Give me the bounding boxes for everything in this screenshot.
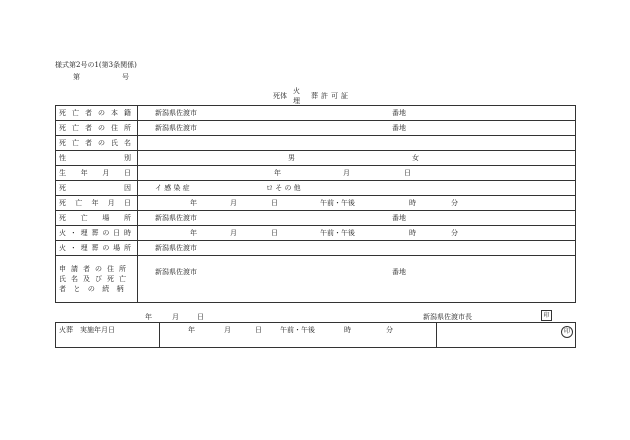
label-char: 死	[59, 214, 66, 222]
permit-table	[55, 105, 576, 303]
label-char: 名	[71, 275, 78, 283]
death-month: 月	[230, 199, 237, 207]
label-char: と	[73, 285, 81, 293]
cremation-row	[56, 323, 576, 348]
field-label	[59, 228, 131, 238]
label-char: 請	[71, 265, 78, 273]
field-label	[59, 284, 131, 294]
label-char: の	[98, 109, 105, 117]
burial-ampm: 午前・午後	[320, 229, 355, 237]
label-applicant	[56, 256, 138, 303]
value-birth[interactable]	[138, 166, 576, 181]
burial-hour: 時	[409, 229, 416, 237]
label-char: 所	[123, 244, 131, 252]
label-char: び	[95, 275, 102, 283]
issue-month: 月	[172, 313, 179, 321]
value-burial-datetime[interactable]	[138, 226, 576, 241]
cremation-ampm: 午前・午後	[280, 326, 315, 334]
issue-day: 日	[197, 313, 204, 321]
cause-infectious-option[interactable]: イ 感 染 症	[155, 184, 190, 192]
label-char: の	[95, 265, 102, 273]
field-label	[59, 198, 131, 208]
cremation-seal-cell[interactable]	[437, 323, 576, 348]
cremation-datetime-cell[interactable]	[160, 323, 437, 348]
title-cremation: 火	[293, 87, 300, 95]
label-char: 者	[85, 124, 92, 132]
value-honseki[interactable]	[138, 106, 576, 121]
value-applicant[interactable]	[138, 256, 576, 303]
sex-female-option[interactable]: 女	[412, 154, 419, 162]
label-char: 柄	[116, 285, 124, 293]
label-burial-datetime	[56, 226, 138, 241]
death-place-banchi: 番地	[392, 214, 406, 222]
label-char: 者	[59, 285, 66, 293]
field-label	[59, 264, 131, 274]
row-address	[56, 121, 576, 136]
cremation-label: 火葬 実施年月日	[59, 326, 115, 334]
row-burial-place	[56, 241, 576, 256]
label-char: 火	[59, 229, 66, 237]
death-ampm: 午前・午後	[320, 199, 355, 207]
burial-day: 日	[271, 229, 278, 237]
label-char: 生	[59, 169, 66, 177]
death-hour: 時	[409, 199, 416, 207]
cremation-seal-icon: 印	[561, 326, 573, 338]
label-char: の	[87, 285, 95, 293]
label-char: 因	[124, 184, 131, 192]
row-cause	[56, 181, 576, 196]
label-char: 埋	[80, 229, 88, 237]
label-char: 月	[102, 169, 110, 177]
issue-year: 年	[145, 313, 152, 321]
label-char: 年	[80, 169, 88, 177]
field-label	[59, 168, 131, 178]
label-char: 亡	[75, 199, 83, 207]
label-char: 名	[124, 139, 131, 147]
cremation-label-cell	[56, 323, 160, 348]
label-char: 性	[59, 154, 66, 162]
cremation-day: 日	[255, 326, 262, 334]
burial-month: 月	[230, 229, 237, 237]
label-char: 場	[102, 214, 110, 222]
address-city: 新潟県佐渡市	[155, 124, 197, 132]
burial-minute: 分	[451, 229, 458, 237]
certificate-number-line	[73, 72, 129, 82]
value-death-datetime[interactable]	[138, 196, 576, 211]
label-char: 氏	[111, 139, 118, 147]
label-char: 住	[111, 124, 118, 132]
applicant-label	[59, 264, 133, 294]
label-burial-place	[56, 241, 138, 256]
label-char: 申	[59, 265, 66, 273]
label-birth	[56, 166, 138, 181]
label-char: 者	[85, 109, 92, 117]
label-char: の	[98, 139, 105, 147]
mayor-seal-icon: 印	[541, 310, 552, 321]
label-char: 死	[59, 124, 66, 132]
applicant-banchi: 番地	[392, 268, 406, 276]
field-label	[59, 243, 131, 253]
death-day: 日	[271, 199, 278, 207]
label-death-datetime	[56, 196, 138, 211]
honseki-banchi: 番地	[392, 109, 406, 117]
label-char: 亡	[119, 275, 126, 283]
mayor-name: 新潟県佐渡市長	[423, 313, 472, 321]
label-char: 亡	[80, 214, 88, 222]
row-death-place	[56, 211, 576, 226]
row-applicant	[56, 256, 576, 303]
label-char: 亡	[72, 139, 79, 147]
field-label	[59, 123, 131, 133]
label-char: ・	[69, 229, 77, 237]
label-char: 死	[59, 199, 66, 207]
label-char: 死	[59, 184, 66, 192]
label-char: 籍	[124, 109, 131, 117]
label-char: 埋	[80, 244, 88, 252]
sex-male-option[interactable]: 男	[288, 154, 295, 162]
label-char: 死	[59, 109, 66, 117]
label-char: 日	[123, 169, 131, 177]
field-label	[59, 274, 131, 284]
death-year: 年	[190, 199, 197, 207]
title-suffix: 葬許可証	[311, 92, 351, 100]
label-char: の	[102, 229, 110, 237]
label-char: 葬	[91, 229, 99, 237]
field-label	[59, 108, 131, 118]
label-char: 死	[107, 275, 114, 283]
label-char: 日	[124, 199, 131, 207]
label-char: 者	[85, 139, 92, 147]
value-name[interactable]	[138, 136, 576, 151]
label-char: 及	[83, 275, 90, 283]
row-honseki	[56, 106, 576, 121]
row-death-datetime	[56, 196, 576, 211]
death-minute: 分	[451, 199, 458, 207]
number-prefix: 第	[73, 73, 80, 81]
cremation-minute: 分	[386, 326, 393, 334]
document-title	[273, 86, 373, 106]
label-char: 亡	[72, 124, 79, 132]
label-char: 者	[83, 265, 90, 273]
label-char: 場	[113, 244, 121, 252]
label-honseki	[56, 106, 138, 121]
value-sex	[138, 151, 576, 166]
value-cause	[138, 181, 576, 196]
label-char: 続	[102, 285, 110, 293]
label-char: 亡	[72, 109, 79, 117]
cremation-year: 年	[188, 326, 195, 334]
label-char: ・	[69, 244, 77, 252]
field-label	[59, 153, 131, 163]
label-char: 所	[124, 124, 131, 132]
label-char: 日	[113, 229, 121, 237]
label-sex	[56, 151, 138, 166]
title-burial: 埋	[293, 97, 300, 105]
cremation-table	[55, 322, 576, 348]
number-suffix: 号	[122, 73, 129, 81]
label-char: 年	[91, 199, 99, 207]
label-char: 住	[107, 265, 114, 273]
cremation-hour: 時	[344, 326, 351, 334]
label-char: 葬	[91, 244, 99, 252]
label-char: 別	[124, 154, 131, 162]
row-name	[56, 136, 576, 151]
label-char: の	[98, 124, 105, 132]
label-char: 氏	[59, 275, 66, 283]
value-death-place[interactable]	[138, 211, 576, 226]
value-burial-place[interactable]	[138, 241, 576, 256]
label-char: 所	[119, 265, 126, 273]
field-label	[59, 138, 131, 148]
label-char: の	[102, 244, 110, 252]
label-char: 本	[111, 109, 118, 117]
label-char: 所	[123, 214, 131, 222]
field-label	[59, 183, 131, 193]
row-sex	[56, 151, 576, 166]
burial-place-city: 新潟県佐渡市	[155, 244, 197, 252]
value-address[interactable]	[138, 121, 576, 136]
field-label	[59, 213, 131, 223]
cause-other-option[interactable]: ロ そ の 他	[266, 184, 301, 192]
label-char: 月	[107, 199, 115, 207]
label-char: 死	[59, 139, 66, 147]
label-address	[56, 121, 138, 136]
label-char: 時	[123, 229, 131, 237]
birth-year: 年	[274, 169, 281, 177]
row-birth	[56, 166, 576, 181]
address-banchi: 番地	[392, 124, 406, 132]
honseki-city: 新潟県佐渡市	[155, 109, 197, 117]
form-number: 様式第2号の1(第3条関係)	[55, 61, 137, 69]
label-death-place	[56, 211, 138, 226]
cremation-month: 月	[224, 326, 231, 334]
birth-month: 月	[343, 169, 350, 177]
title-prefix: 死体	[273, 92, 287, 100]
label-cause	[56, 181, 138, 196]
burial-year: 年	[190, 229, 197, 237]
label-name	[56, 136, 138, 151]
death-place-city: 新潟県佐渡市	[155, 214, 197, 222]
row-burial-datetime	[56, 226, 576, 241]
birth-day: 日	[404, 169, 411, 177]
applicant-city: 新潟県佐渡市	[155, 268, 197, 276]
label-char: 火	[59, 244, 66, 252]
